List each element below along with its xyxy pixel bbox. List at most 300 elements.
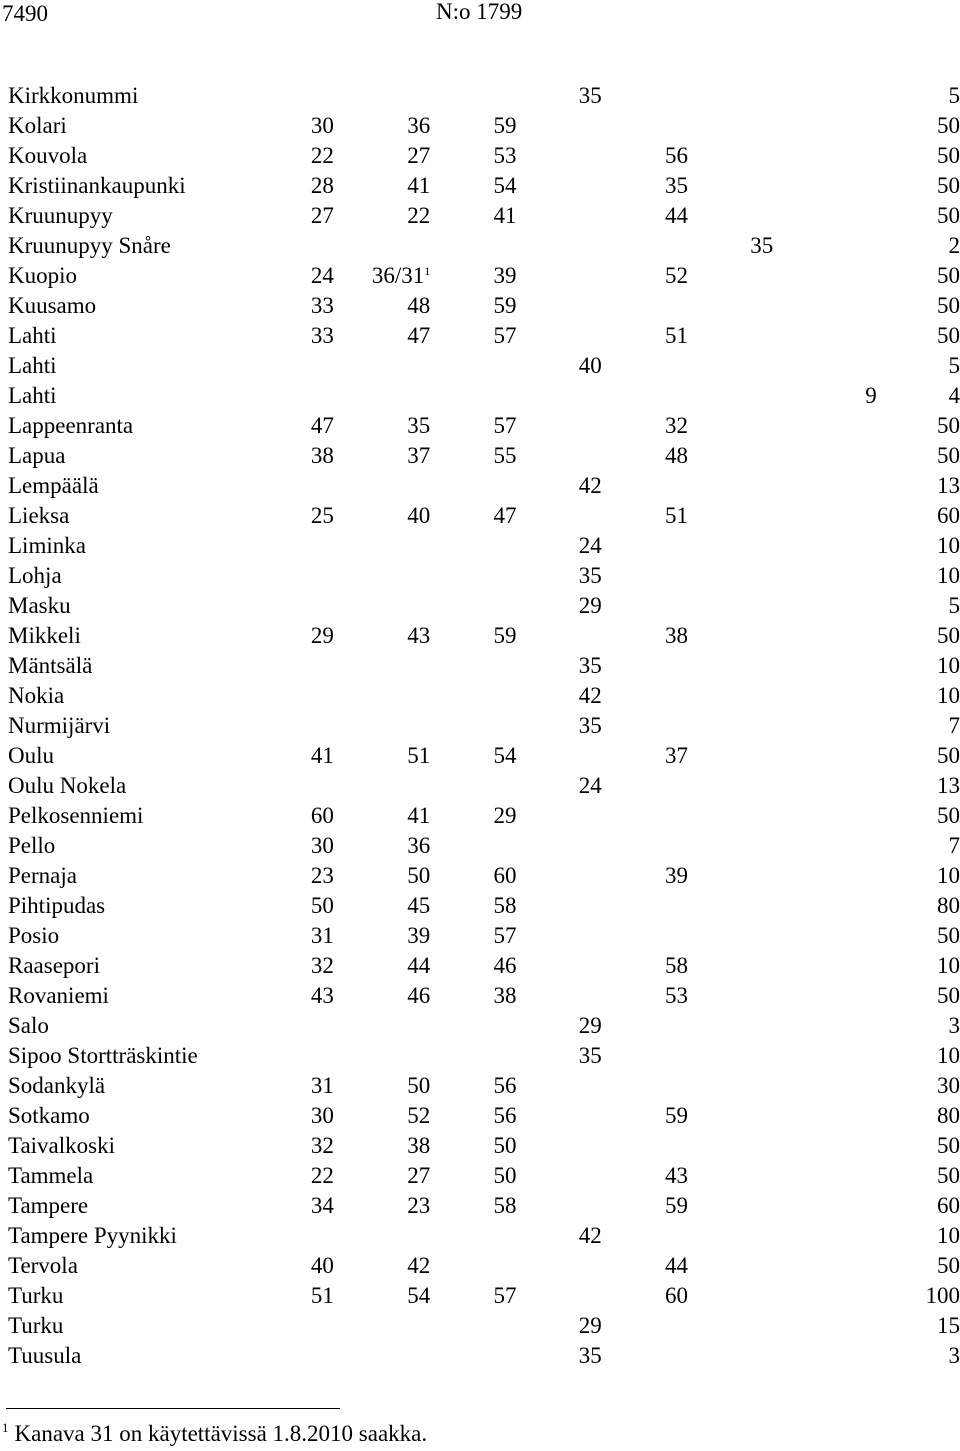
table-row	[0, 381, 960, 411]
cell-value: 50	[937, 623, 960, 648]
channel-cell	[877, 651, 960, 681]
table-row	[0, 1011, 960, 1041]
footnote-mark: 1	[2, 1420, 9, 1435]
channel-cell	[517, 831, 602, 861]
channel-cell	[302, 501, 333, 531]
channel-cell	[302, 81, 333, 111]
channel-cell	[430, 471, 516, 501]
cell-value: 43	[664, 1163, 688, 1188]
municipality-name: Lappeenranta	[8, 413, 134, 438]
channel-cell	[688, 411, 773, 441]
channel-cell	[602, 591, 688, 621]
channel-cell	[334, 981, 430, 1011]
cell-value: 60	[493, 863, 517, 888]
channel-cell	[517, 171, 602, 201]
channel-cell	[877, 1311, 960, 1341]
channel-cell	[302, 1191, 333, 1221]
channel-cell	[877, 1161, 960, 1191]
cell-value: 50	[937, 203, 960, 228]
cell-value: 50	[310, 893, 334, 918]
municipality-name: Oulu	[8, 743, 54, 768]
cell-value: 35	[750, 233, 774, 258]
channel-cell	[517, 711, 602, 741]
channel-cell	[877, 1251, 960, 1281]
cell-value: 37	[407, 443, 431, 468]
table-row	[0, 231, 960, 261]
cell-value: 57	[493, 923, 517, 948]
municipality-name: Kuusamo	[8, 293, 97, 318]
municipality-name: Kuopio	[8, 263, 77, 288]
channel-cell	[430, 1101, 516, 1131]
channel-cell	[517, 621, 602, 651]
channel-cell	[688, 1161, 773, 1191]
table-row	[0, 891, 960, 921]
cell-value: 50	[407, 863, 431, 888]
channel-cell	[773, 921, 877, 951]
channel-cell	[334, 711, 430, 741]
channel-cell	[602, 561, 688, 591]
channel-cell	[602, 201, 688, 231]
municipality-name: Lahti	[8, 353, 57, 378]
channel-cell	[773, 1071, 877, 1101]
cell-value: 50	[937, 323, 960, 348]
channel-cell	[602, 141, 688, 171]
cell-value: 60	[937, 503, 960, 528]
table-row	[0, 1221, 960, 1251]
cell-value: 47	[407, 323, 431, 348]
channel-cell	[877, 1041, 960, 1071]
channel-cell	[602, 171, 688, 201]
channel-cell	[334, 441, 430, 471]
channel-cell	[877, 501, 960, 531]
channel-cell	[688, 1041, 773, 1071]
cell-value: 10	[937, 563, 960, 588]
cell-value: 47	[310, 413, 334, 438]
cell-value: 56	[493, 1073, 517, 1098]
channel-cell	[688, 1191, 773, 1221]
channel-cell	[517, 291, 602, 321]
cell-value: 48	[664, 443, 688, 468]
channel-cell	[430, 381, 516, 411]
cell-value: 35	[578, 713, 602, 738]
channel-cell	[688, 531, 773, 561]
channel-cell	[877, 771, 960, 801]
page-number: 7490	[2, 1, 48, 26]
channel-cell	[430, 591, 516, 621]
cell-value: 38	[310, 443, 334, 468]
channel-cell	[688, 351, 773, 381]
channel-cell	[773, 741, 877, 771]
channel-cell	[877, 231, 960, 261]
channel-cell	[602, 351, 688, 381]
channel-cell	[302, 1311, 333, 1341]
municipality-name: Turku	[8, 1283, 64, 1308]
channel-cell	[688, 591, 773, 621]
municipality-name: Masku	[8, 593, 71, 618]
cell-value: 10	[937, 863, 960, 888]
channel-cell	[877, 201, 960, 231]
channel-cell	[773, 321, 877, 351]
municipality-name: Kristiinankaupunki	[8, 173, 186, 198]
cell-value: 52	[664, 263, 688, 288]
channel-cell	[688, 561, 773, 591]
channel-cell	[517, 951, 602, 981]
channel-cell	[334, 771, 430, 801]
table-row	[0, 921, 960, 951]
cell-value: 15	[937, 1313, 960, 1338]
cell-value: 39	[407, 923, 431, 948]
cell-value: 7	[948, 833, 960, 858]
channel-cell	[688, 981, 773, 1011]
channel-cell	[334, 561, 430, 591]
channel-cell	[334, 1041, 430, 1071]
channel-cell	[430, 231, 516, 261]
table-row	[0, 291, 960, 321]
municipality-name: Sipoo Stortträskintie	[8, 1043, 198, 1068]
municipality-name: Nokia	[8, 683, 65, 708]
channel-cell	[302, 771, 333, 801]
cell-value: 27	[310, 203, 334, 228]
channel-cell	[302, 651, 333, 681]
cell-value: 35	[578, 563, 602, 588]
table-row	[0, 351, 960, 381]
channel-cell	[334, 1281, 430, 1311]
cell-value: 51	[664, 503, 688, 528]
cell-value: 27	[407, 143, 431, 168]
cell-value: 30	[310, 113, 334, 138]
channel-cell	[430, 651, 516, 681]
cell-value: 25	[310, 503, 334, 528]
municipality-name: Kouvola	[8, 143, 88, 168]
channel-cell	[302, 1131, 333, 1161]
cell-value: 59	[493, 293, 517, 318]
channel-cell	[688, 171, 773, 201]
channel-cell	[517, 1131, 602, 1161]
cell-value: 43	[407, 623, 431, 648]
cell-value: 50	[937, 1133, 960, 1158]
channel-cell	[602, 321, 688, 351]
channel-table	[0, 81, 960, 1371]
channel-cell	[602, 1011, 688, 1041]
table-row	[0, 1191, 960, 1221]
cell-value: 37	[664, 743, 688, 768]
channel-cell	[430, 861, 516, 891]
cell-value: 33	[310, 293, 334, 318]
channel-cell	[602, 81, 688, 111]
channel-cell	[302, 411, 333, 441]
channel-cell	[773, 81, 877, 111]
channel-cell	[430, 1341, 516, 1371]
channel-cell	[302, 111, 333, 141]
cell-value: 57	[493, 413, 517, 438]
cell-value: 50	[937, 443, 960, 468]
cell-value: 50	[937, 113, 960, 138]
cell-value: 50	[937, 1253, 960, 1278]
cell-value: 35	[664, 173, 688, 198]
municipality-name: Pihtipudas	[8, 893, 106, 918]
channel-cell	[602, 861, 688, 891]
cell-value: 33	[310, 323, 334, 348]
channel-cell	[877, 621, 960, 651]
channel-cell	[877, 1011, 960, 1041]
channel-cell	[334, 81, 430, 111]
channel-cell	[430, 411, 516, 441]
cell-value: 27	[407, 1163, 431, 1188]
channel-cell	[302, 561, 333, 591]
cell-value: 22	[310, 143, 334, 168]
channel-cell	[334, 1341, 430, 1371]
municipality-name: Mäntsälä	[8, 653, 93, 678]
channel-cell	[688, 1011, 773, 1041]
channel-cell	[773, 681, 877, 711]
channel-cell	[688, 681, 773, 711]
cell-value: 22	[407, 203, 431, 228]
cell-value: 50	[937, 923, 960, 948]
cell-value: 50	[493, 1133, 517, 1158]
channel-cell	[602, 1071, 688, 1101]
cell-value: 50	[407, 1073, 431, 1098]
table-row	[0, 1161, 960, 1191]
channel-cell	[688, 831, 773, 861]
table-row	[0, 501, 960, 531]
cell-value: 24	[578, 533, 602, 558]
channel-cell	[302, 381, 333, 411]
cell-value: 38	[407, 1133, 431, 1158]
cell-value: 45	[407, 893, 431, 918]
channel-cell	[334, 1071, 430, 1101]
channel-cell	[517, 1281, 602, 1311]
cell-value: 42	[407, 1253, 431, 1278]
channel-cell	[334, 141, 430, 171]
channel-cell	[517, 891, 602, 921]
channel-cell	[602, 1101, 688, 1131]
channel-cell	[773, 1281, 877, 1311]
cell-value: 58	[493, 893, 517, 918]
channel-cell	[517, 681, 602, 711]
channel-cell	[302, 1251, 333, 1281]
channel-cell	[334, 321, 430, 351]
channel-cell	[302, 1101, 333, 1131]
channel-cell	[688, 861, 773, 891]
channel-cell	[602, 1311, 688, 1341]
channel-cell	[430, 81, 516, 111]
channel-cell	[334, 471, 430, 501]
channel-cell	[430, 561, 516, 591]
channel-cell	[517, 111, 602, 141]
channel-cell	[688, 801, 773, 831]
cell-value: 50	[937, 983, 960, 1008]
channel-cell	[334, 891, 430, 921]
channel-cell	[688, 921, 773, 951]
cell-value: 23	[310, 863, 334, 888]
municipality-name: Kruunupyy	[8, 203, 113, 228]
channel-cell	[688, 1251, 773, 1281]
cell-value: 50	[937, 1163, 960, 1188]
table-row	[0, 651, 960, 681]
cell-value: 54	[493, 173, 517, 198]
channel-cell	[517, 1341, 602, 1371]
municipality-name: Liminka	[8, 533, 86, 558]
channel-cell	[877, 111, 960, 141]
channel-cell	[773, 381, 877, 411]
table-row	[0, 681, 960, 711]
cell-value: 34	[310, 1193, 334, 1218]
channel-cell	[517, 771, 602, 801]
table-row	[0, 801, 960, 831]
municipality-name: Lieksa	[8, 503, 70, 528]
channel-cell	[430, 261, 516, 291]
cell-value: 58	[493, 1193, 517, 1218]
municipality-name: Lahti	[8, 383, 57, 408]
channel-cell	[877, 261, 960, 291]
channel-cell	[773, 951, 877, 981]
channel-cell	[773, 561, 877, 591]
channel-cell	[877, 981, 960, 1011]
channel-cell	[773, 1041, 877, 1071]
cell-value: 50	[937, 803, 960, 828]
channel-cell	[602, 921, 688, 951]
channel-cell	[334, 621, 430, 651]
municipality-name: Pelkosenniemi	[8, 803, 144, 828]
channel-cell	[517, 141, 602, 171]
channel-cell	[688, 771, 773, 801]
cell-value: 60	[937, 1193, 960, 1218]
channel-cell	[517, 861, 602, 891]
channel-cell	[688, 1221, 773, 1251]
channel-cell	[334, 231, 430, 261]
channel-cell	[602, 1341, 688, 1371]
channel-cell	[688, 381, 773, 411]
channel-cell	[688, 141, 773, 171]
channel-cell	[517, 351, 602, 381]
cell-value: 60	[664, 1283, 688, 1308]
channel-cell	[877, 1131, 960, 1161]
channel-cell	[688, 1341, 773, 1371]
channel-cell	[302, 141, 333, 171]
channel-cell	[773, 1101, 877, 1131]
cell-value: 5	[948, 353, 960, 378]
table-row	[0, 1131, 960, 1161]
municipality-name: Kruunupyy Snåre	[8, 233, 171, 258]
cell-value: 28	[310, 173, 334, 198]
cell-value: 53	[493, 143, 517, 168]
footnote-divider	[6, 1408, 340, 1409]
channel-cell	[430, 1011, 516, 1041]
channel-cell	[773, 441, 877, 471]
channel-cell	[334, 1191, 430, 1221]
channel-cell	[688, 441, 773, 471]
channel-cell	[302, 1281, 333, 1311]
channel-cell	[877, 321, 960, 351]
cell-value: 10	[937, 953, 960, 978]
table-row	[0, 1041, 960, 1071]
channel-cell	[602, 1251, 688, 1281]
channel-cell	[602, 831, 688, 861]
channel-cell	[602, 381, 688, 411]
channel-cell	[430, 441, 516, 471]
channel-cell	[688, 1281, 773, 1311]
cell-value: 42	[578, 473, 602, 498]
channel-cell	[602, 951, 688, 981]
channel-cell	[602, 1041, 688, 1071]
channel-cell	[517, 1221, 602, 1251]
municipality-name: Tuusula	[8, 1343, 82, 1368]
channel-cell	[773, 1011, 877, 1041]
table-row	[0, 591, 960, 621]
channel-cell	[302, 351, 333, 381]
cell-value: 35	[578, 653, 602, 678]
channel-cell	[688, 1071, 773, 1101]
table-row	[0, 621, 960, 651]
cell-value: 59	[664, 1103, 688, 1128]
channel-cell	[302, 201, 333, 231]
table-row	[0, 1251, 960, 1281]
channel-cell	[688, 231, 773, 261]
channel-cell	[517, 1041, 602, 1071]
cell-value: 2	[948, 233, 960, 258]
channel-cell	[877, 1221, 960, 1251]
cell-value: 55	[493, 443, 517, 468]
cell-value: 50	[937, 293, 960, 318]
channel-cell	[302, 981, 333, 1011]
channel-cell	[430, 1251, 516, 1281]
channel-cell	[334, 201, 430, 231]
cell-value: 30	[310, 1103, 334, 1128]
channel-cell	[688, 1131, 773, 1161]
channel-cell	[773, 1191, 877, 1221]
cell-value: 35	[578, 83, 602, 108]
table-row	[0, 861, 960, 891]
channel-cell	[302, 231, 333, 261]
table-row	[0, 771, 960, 801]
channel-cell	[517, 801, 602, 831]
cell-value: 39	[664, 863, 688, 888]
cell-value: 30	[310, 833, 334, 858]
footnote-text: Kanava 31 on käytettävissä 1.8.2010 saakka.	[14, 1421, 428, 1446]
channel-cell	[877, 861, 960, 891]
cell-value: 40	[310, 1253, 334, 1278]
cell-value: 54	[493, 743, 517, 768]
channel-cell	[302, 1071, 333, 1101]
channel-cell	[877, 591, 960, 621]
channel-cell	[430, 141, 516, 171]
channel-cell	[773, 1221, 877, 1251]
channel-cell	[688, 1101, 773, 1131]
channel-cell	[517, 441, 602, 471]
cell-value: 32	[310, 953, 334, 978]
channel-cell	[430, 981, 516, 1011]
channel-cell	[517, 1161, 602, 1191]
channel-cell	[302, 471, 333, 501]
cell-value: 31	[310, 923, 334, 948]
channel-cell	[773, 1341, 877, 1371]
channel-cell	[602, 471, 688, 501]
channel-cell	[517, 1011, 602, 1041]
channel-cell	[773, 261, 877, 291]
channel-cell	[688, 891, 773, 921]
table-row	[0, 411, 960, 441]
channel-cell	[688, 651, 773, 681]
cell-value: 39	[493, 263, 517, 288]
channel-cell	[302, 621, 333, 651]
table-row	[0, 1101, 960, 1131]
cell-value: 29	[310, 623, 334, 648]
channel-cell	[334, 651, 430, 681]
municipality-name: Tampere	[8, 1193, 89, 1218]
channel-cell	[302, 1161, 333, 1191]
municipality-name: Sotkamo	[8, 1103, 90, 1128]
municipality-name: Lempäälä	[8, 473, 99, 498]
